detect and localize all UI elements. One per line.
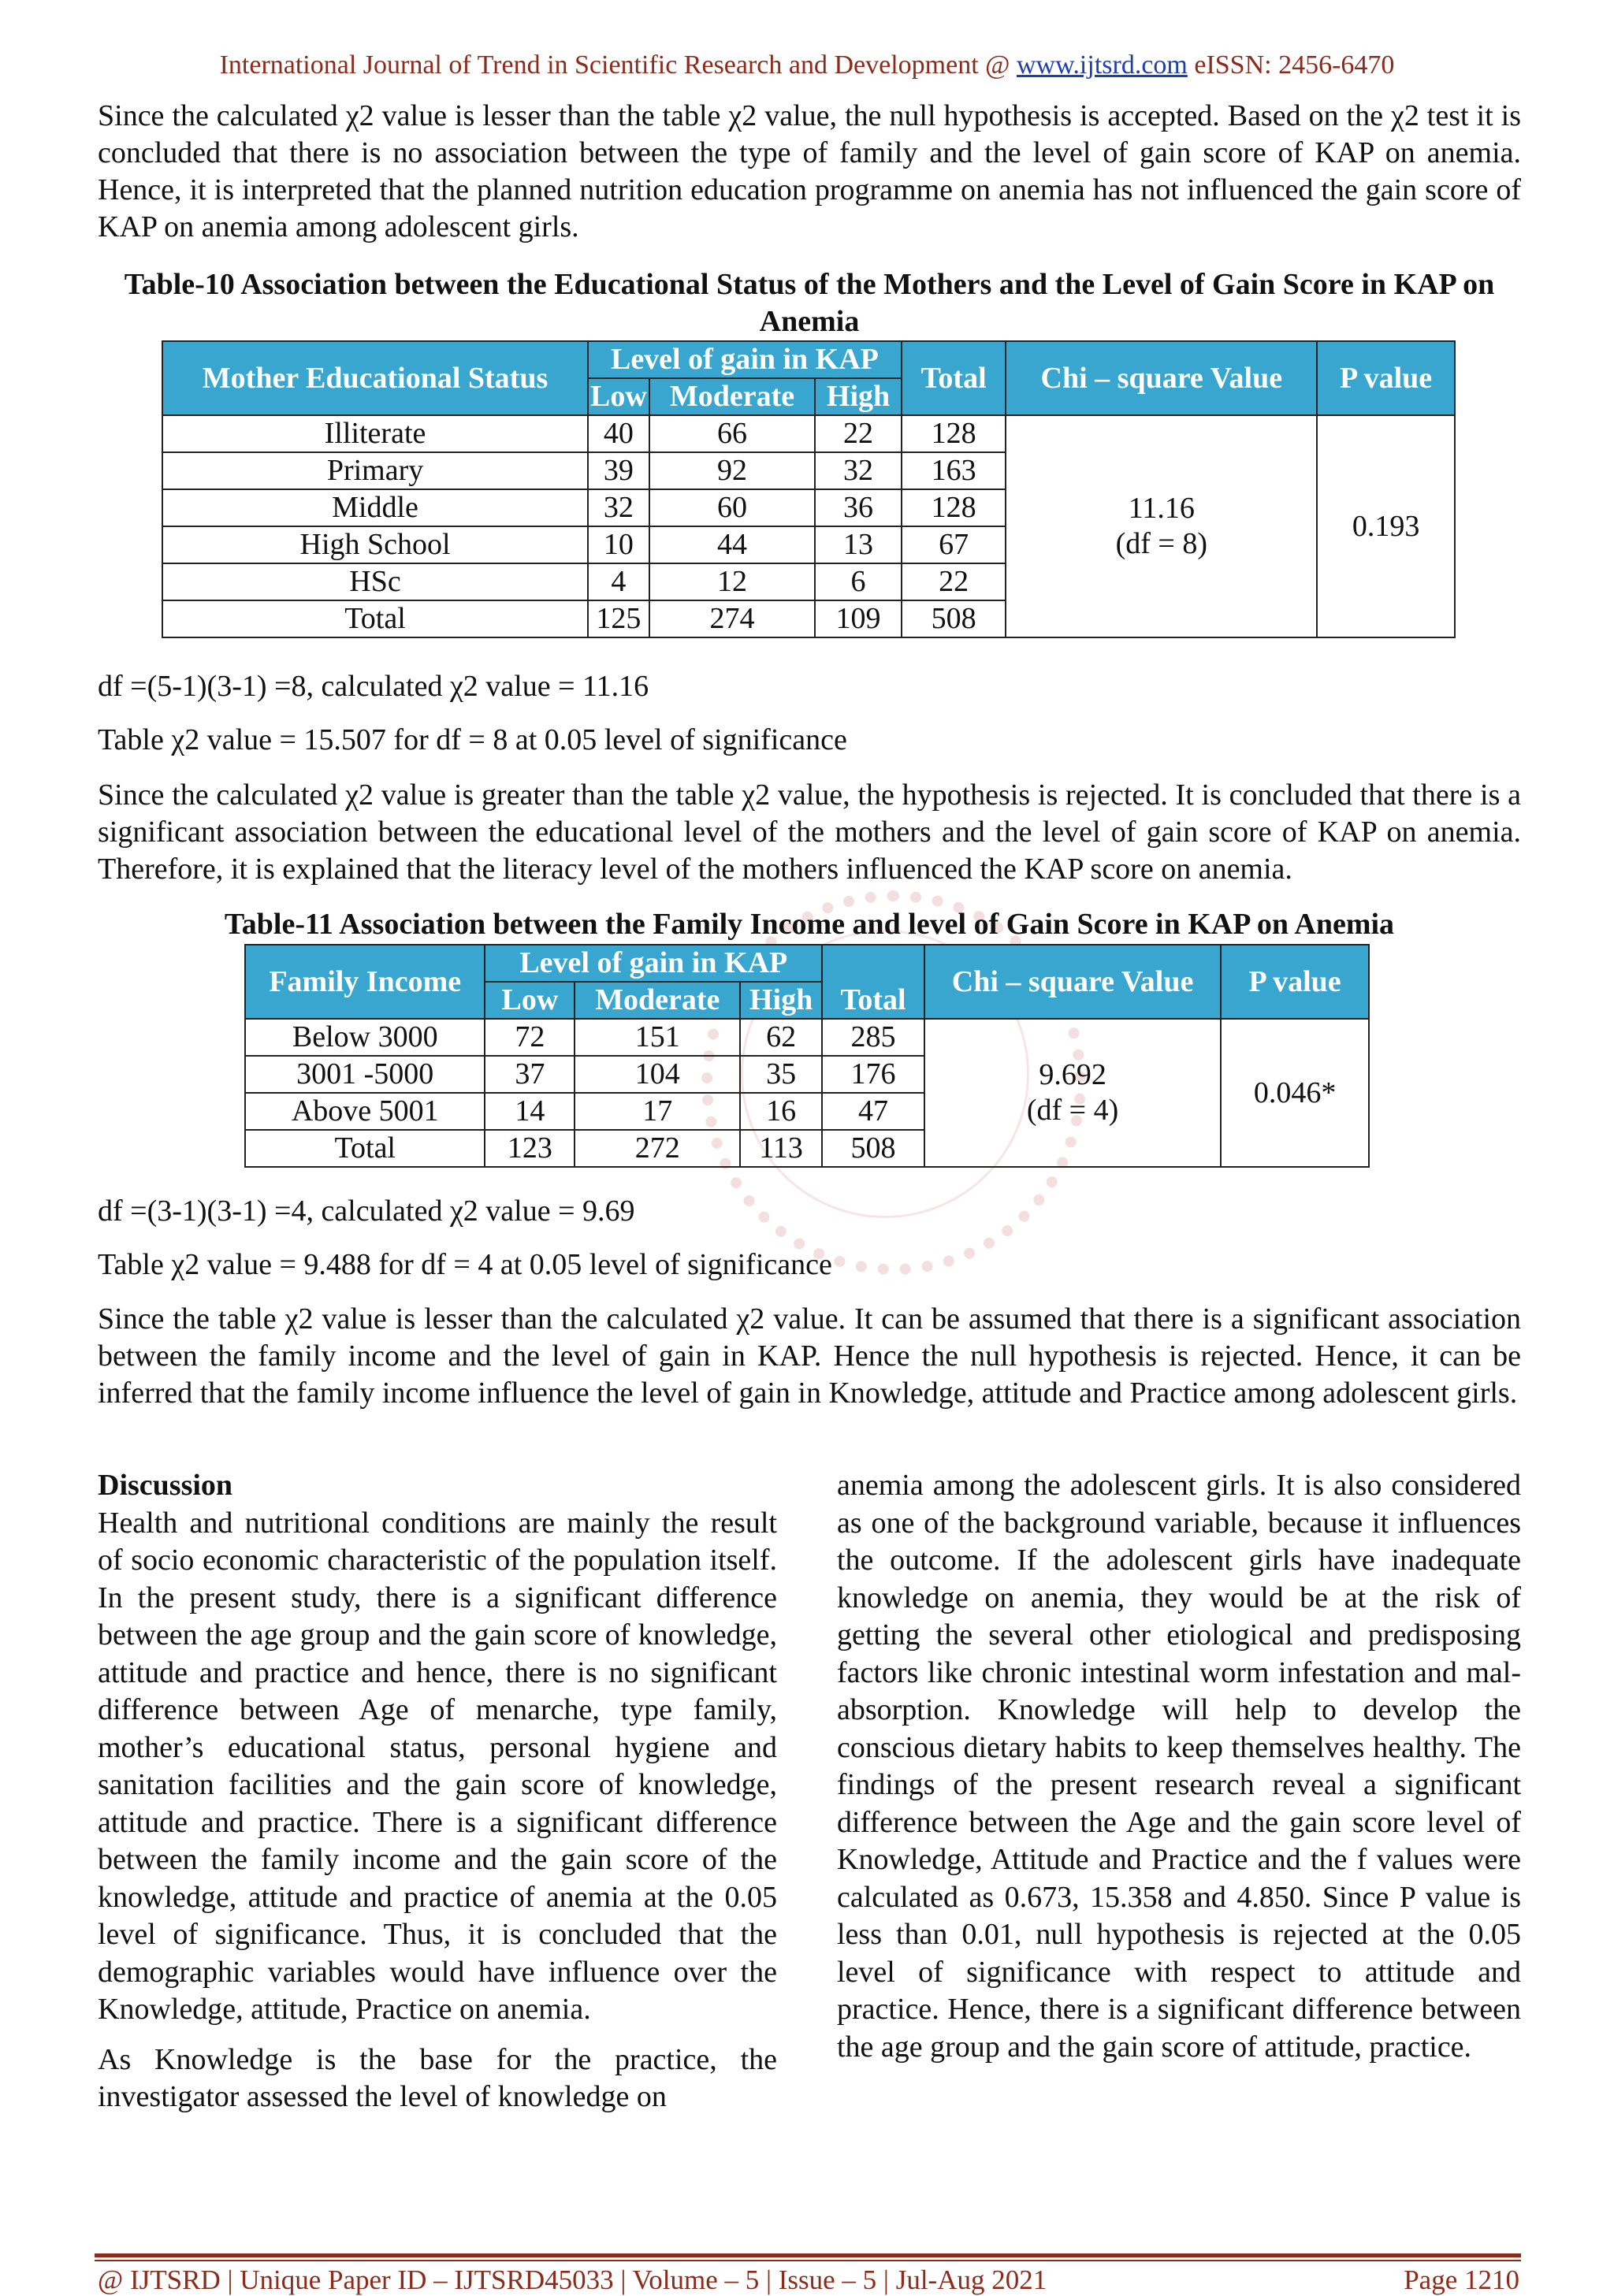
t11-cell-label: Total <box>245 1130 485 1167</box>
t11-header-total: Total <box>822 945 924 1019</box>
t10-chi-value <box>1006 415 1317 637</box>
t10-cell-label: HSc <box>162 563 588 600</box>
t11-cell-low: 14 <box>485 1093 575 1130</box>
t10-p-value: 0.193 <box>1317 415 1455 637</box>
t11-cell-moderate: 151 <box>575 1019 740 1056</box>
footer-info: @ IJTSRD | Unique Paper ID – IJTSRD45033 | Volume – 5 | Issue – 5 | Jul-Aug 2021 <box>98 2264 1047 2295</box>
t10-header-level: Level of gain in KAP <box>588 341 902 378</box>
discussion-paragraph-1: Health and nutritional conditions are mainly the result of socio economic characteristic of the population itself. In the present study, there is a significant difference between the age group and the gain score of knowledge, attitude and practice and hence, there is no significant difference between Age of menarche, type family, mother’s educational status, personal hygiene and sanitation facilities and the gain score of knowledge, attitude and practice. There is a significant difference between the family income and the gain score of the knowledge, attitude and practice of anemia at the 0.05 level of significance. Thus, it is concluded that the demographic variables would have influence over the Knowledge, attitude, Practice on anemia. <box>98 1506 777 2026</box>
t10-cell-low: 10 <box>588 526 649 563</box>
t10-header-chi: Chi – square Value <box>1006 341 1317 415</box>
paragraph-mother-education-conclusion: Since the calculated χ2 value is greater than the table χ2 value, the hypothesis is rejected. It is concluded that there is a significant association between the educational level of the mothers and the level of gain score of KAP on anemia. Therefore, it is explained that the literacy level of the mothers influenced the KAP score on anemia. <box>98 778 1521 886</box>
equation-table-chi-10: Table χ2 value = 15.507 for df = 8 at 0.05 level of significance <box>98 723 847 756</box>
t10-cell-moderate: 92 <box>649 452 816 489</box>
t10-cell-low: 32 <box>588 489 649 526</box>
discussion-paragraph-2: As Knowledge is the base for the practice, the investigator assessed the level of knowledge on <box>98 2042 777 2113</box>
t10-cell-low: 125 <box>588 600 649 637</box>
t11-chi-number: 9.692 <box>1039 1058 1106 1091</box>
t10-cell-total: 508 <box>902 600 1006 637</box>
t10-df: (df = 8) <box>1115 527 1208 560</box>
discussion-right-column <box>837 1467 1521 2066</box>
t10-header-total: Total <box>902 341 1006 415</box>
t10-cell-high: 22 <box>815 415 901 452</box>
t11-cell-high: 113 <box>740 1130 822 1167</box>
equation-df-10: df =(5-1)(3-1) =8, calculated χ2 value = 11.16 <box>98 670 649 703</box>
t11-cell-low: 123 <box>485 1130 575 1167</box>
discussion-heading: Discussion <box>98 1469 233 1502</box>
t11-cell-low: 72 <box>485 1019 575 1056</box>
table-10-caption: Table-10 Association between the Educational Status of the Mothers and the Level of Gain Score in KAP on Anemia <box>124 268 1495 338</box>
t10-cell-total: 67 <box>902 526 1006 563</box>
t10-cell-label: Illiterate <box>162 415 588 452</box>
t10-cell-high: 36 <box>815 489 901 526</box>
t11-cell-high: 35 <box>740 1056 822 1093</box>
t10-header-p: P value <box>1317 341 1455 415</box>
t10-cell-label: Total <box>162 600 588 637</box>
footer-rule-thin <box>95 2260 1521 2261</box>
equation-df-11: df =(3-1)(3-1) =4, calculated χ2 value = 9.69 <box>98 1194 635 1228</box>
t10-cell-high: 13 <box>815 526 901 563</box>
header-issn: eISSN: 2456-6470 <box>1187 50 1395 80</box>
t10-cell-high: 32 <box>815 452 901 489</box>
t11-cell-label: Below 3000 <box>245 1019 485 1056</box>
t10-cell-high: 109 <box>815 600 901 637</box>
t10-cell-label: High School <box>162 526 588 563</box>
t10-cell-moderate: 274 <box>649 600 816 637</box>
t10-header-low: Low <box>588 378 649 415</box>
t11-header-moderate: Moderate <box>575 982 740 1019</box>
table-row <box>245 1019 1369 1056</box>
t10-cell-low: 39 <box>588 452 649 489</box>
discussion-left-column <box>98 1467 777 2116</box>
t11-p-value: 0.046* <box>1221 1019 1369 1167</box>
t10-cell-label: Primary <box>162 452 588 489</box>
t11-header-high: High <box>740 982 822 1019</box>
t11-cell-low: 37 <box>485 1056 575 1093</box>
t10-cell-moderate: 44 <box>649 526 816 563</box>
t11-header-low: Low <box>485 982 575 1019</box>
t10-cell-moderate: 66 <box>649 415 816 452</box>
equation-table-chi-11: Table χ2 value = 9.488 for df = 4 at 0.05 level of significance <box>98 1248 832 1281</box>
table-11-caption: Table-11 Association between the Family Income and level of Gain Score in KAP on Anemia <box>224 908 1395 941</box>
t10-chi-number: 11.16 <box>1128 492 1195 525</box>
t10-header-moderate: Moderate <box>649 378 816 415</box>
table-10 <box>162 340 1456 638</box>
t11-cell-total: 508 <box>822 1130 924 1167</box>
t10-cell-label: Middle <box>162 489 588 526</box>
t11-header-p: P value <box>1221 945 1369 1019</box>
t10-header-high: High <box>815 378 901 415</box>
t10-cell-low: 4 <box>588 563 649 600</box>
t11-header-level: Level of gain in KAP <box>485 945 822 982</box>
t10-cell-total: 128 <box>902 489 1006 526</box>
running-header <box>0 50 1614 80</box>
t11-cell-total: 176 <box>822 1056 924 1093</box>
footer-rule <box>95 2253 1521 2257</box>
t10-header-status: Mother Educational Status <box>162 341 588 415</box>
t11-cell-moderate: 17 <box>575 1093 740 1130</box>
table-11 <box>244 944 1370 1168</box>
t10-cell-total: 163 <box>902 452 1006 489</box>
t11-header-income: Family Income <box>245 945 485 1019</box>
t11-chi-value <box>924 1019 1221 1167</box>
t11-cell-total: 285 <box>822 1019 924 1056</box>
t10-cell-high: 6 <box>815 563 901 600</box>
t11-cell-high: 16 <box>740 1093 822 1130</box>
t10-cell-moderate: 12 <box>649 563 816 600</box>
t11-header-chi: Chi – square Value <box>924 945 1221 1019</box>
header-journal: International Journal of Trend in Scientific Research and Development @ <box>219 50 1017 80</box>
t11-cell-moderate: 272 <box>575 1130 740 1167</box>
t11-cell-high: 62 <box>740 1019 822 1056</box>
t11-cell-moderate: 104 <box>575 1056 740 1093</box>
table-row <box>162 415 1455 452</box>
t10-cell-moderate: 60 <box>649 489 816 526</box>
header-url-link[interactable]: www.ijtsrd.com <box>1016 50 1188 80</box>
t11-cell-total: 47 <box>822 1093 924 1130</box>
t10-cell-total: 22 <box>902 563 1006 600</box>
paragraph-family-conclusion: Since the calculated χ2 value is lesser than the table χ2 value, the null hypothesis is accepted. Based on the χ2 test it is concluded that there is no association between the type of family and the level of gain score of KAP on anemia. Hence, it is interpreted that the planned nutrition education programme on anemia has not influenced the gain score of KAP on anemia among adolescent girls. <box>98 99 1521 243</box>
t11-cell-label: Above 5001 <box>245 1093 485 1130</box>
footer-page-number: Page 1210 <box>1404 2264 1519 2295</box>
discussion-paragraph-3: anemia among the adolescent girls. It is also considered as one of the background variable, because it influences the outcome. If the adolescent girls have inadequate knowledge on anemia, they would be at the risk of getting the several other etiological and predisposing factors like chronic intestinal worm infestation and mal-absorption. Knowledge will help to develop the conscious dietary habits to keep themselves healthy. The findings of the present research reveal a significant difference between the Age and the gain score level of Knowledge, Attitude and Practice and the f values were calculated as 0.673, 15.358 and 4.850. Since P value is less than 0.01, null hypothesis is rejected at the 0.05 level of significance with respect to attitude and practice. Hence, there is a significant difference between the age group and the gain score of attitude, practice. <box>837 1469 1521 2064</box>
t10-cell-low: 40 <box>588 415 649 452</box>
t11-cell-label: 3001 -5000 <box>245 1056 485 1093</box>
t11-df: (df = 4) <box>1026 1094 1119 1127</box>
t10-cell-total: 128 <box>902 415 1006 452</box>
paragraph-income-conclusion: Since the table χ2 value is lesser than the calculated χ2 value. It can be assumed that there is a significant association between the family income and the level of gain in KAP. Hence the null hypothesis is rejected. Hence, it can be inferred that the family income influence the level of gain in Knowledge, attitude and Practice among adolescent girls. <box>98 1302 1521 1410</box>
